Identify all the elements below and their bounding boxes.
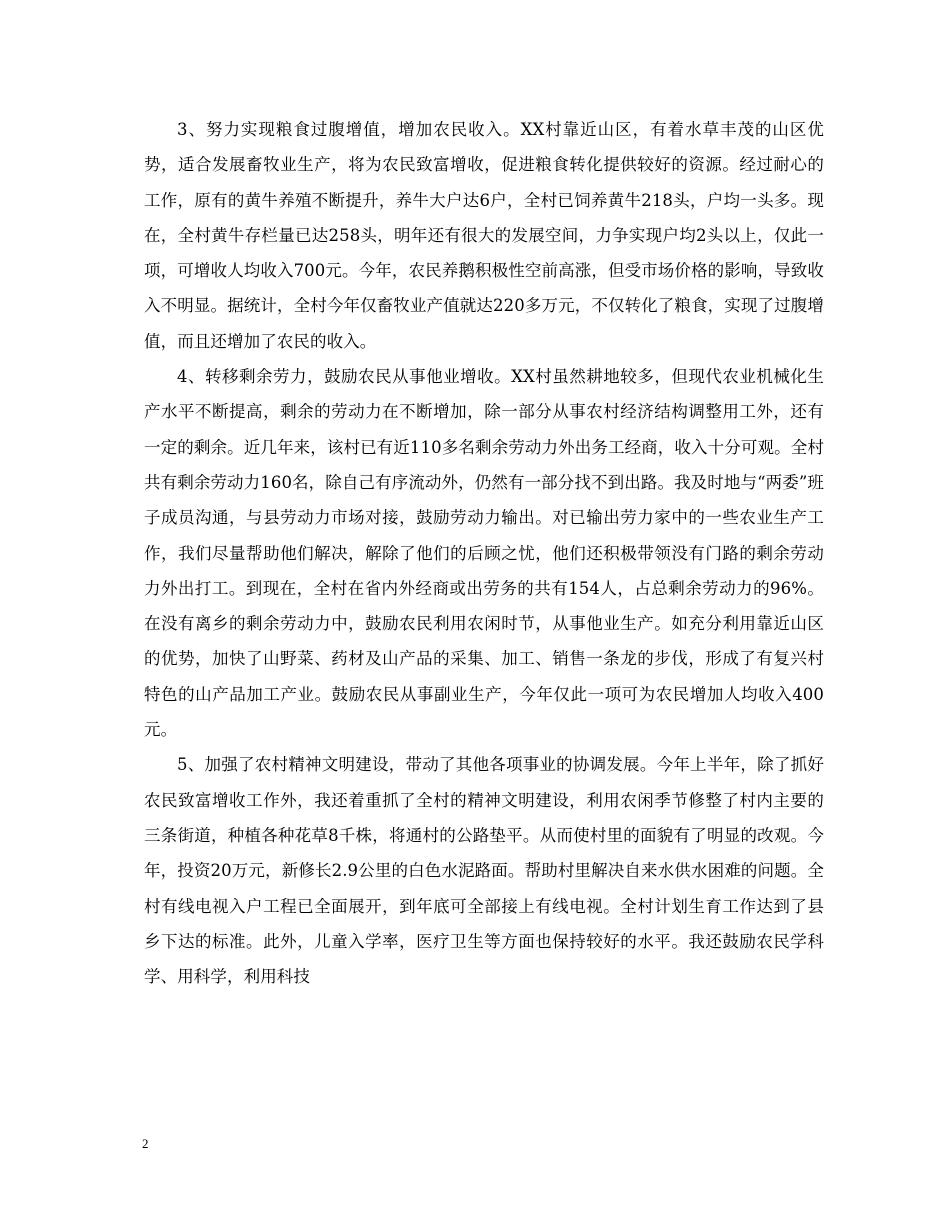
body-text [144,112,824,994]
paragraph-livestock: 3、努力实现粮食过腹增值，增加农民收入。XX村靠近山区，有着水草丰茂的山区优势，适合发展畜牧业生产，将为农民致富增收，促进粮食转化提供较好的资源。经过耐心的工作，原有的黄牛养殖不断提升，养牛大户达6户，全村已饲养黄牛218头，户均一头多。现在，全村黄牛存栏量已达258头，明年还有很大的发展空间，力争实现户均2头以上，仅此一项，可增收人均收入700元。今年，农民养鹅积极性空前高涨，但受市场价格的影响，导致收入不明显。据统计，全村今年仅畜牧业产值就达220多万元，不仅转化了粮食，实现了过腹增值，而且还增加了农民的收入。 [144,120,824,351]
page-number: 2 [142,1136,149,1151]
paragraph-labor-transfer: 4、转移剩余劳力，鼓励农民从事他业增收。XX村虽然耕地较多，但现代农业机械化生产水平不断提高，剩余的劳动力在不断增加，除一部分从事农村经济结构调整用工外，还有一定的剩余。近几年来，该村已有近110多名剩余劳动力外出务工经商，收入十分可观。全村共有剩余劳动力160名，除自己有序流动外，仍然有一部分找不到出路。我及时地与“两委”班子成员沟通，与县劳动力市场对接，鼓励劳动力输出。对已输出劳力家中的一些农业生产工作，我们尽量帮助他们解决，解除了他们的后顾之忧，他们还积极带领没有门路的剩余劳动力外出打工。到现在，全村在省内外经商或出劳务的共有154人，占总剩余劳动力的96%。在没有离乡的剩余劳动力中，鼓励农民利用农闲时节，从事他业生产。如充分利用靠近山区的优势，加快了山野菜、药材及山产品的采集、加工、销售一条龙的步伐，形成了有复兴村特色的山产品加工产业。鼓励农民从事副业生产，今年仅此一项可为农民增加人均收入400元。 [144,367,824,740]
paragraph-civilization: 5、加强了农村精神文明建设，带动了其他各项事业的协调发展。今年上半年，除了抓好农民致富增收工作外，我还着重抓了全村的精神文明建设，利用农闲季节修整了村内主要的三条街道，种植各种花草8千株，将通村的公路垫平。从而使村里的面貌有了明显的改观。今年，投资20万元，新修长2.9公里的白色水泥路面。帮助村里解决自来水供水困难的问题。全村有线电视入户工程已全面展开，到年底可全部接上有线电视。全村计划生育工作达到了县乡下达的标准。此外，儿童入学率，医疗卫生等方面也保持较好的水平。我还鼓励农民学科学、用科学，利用科技 [144,755,824,987]
